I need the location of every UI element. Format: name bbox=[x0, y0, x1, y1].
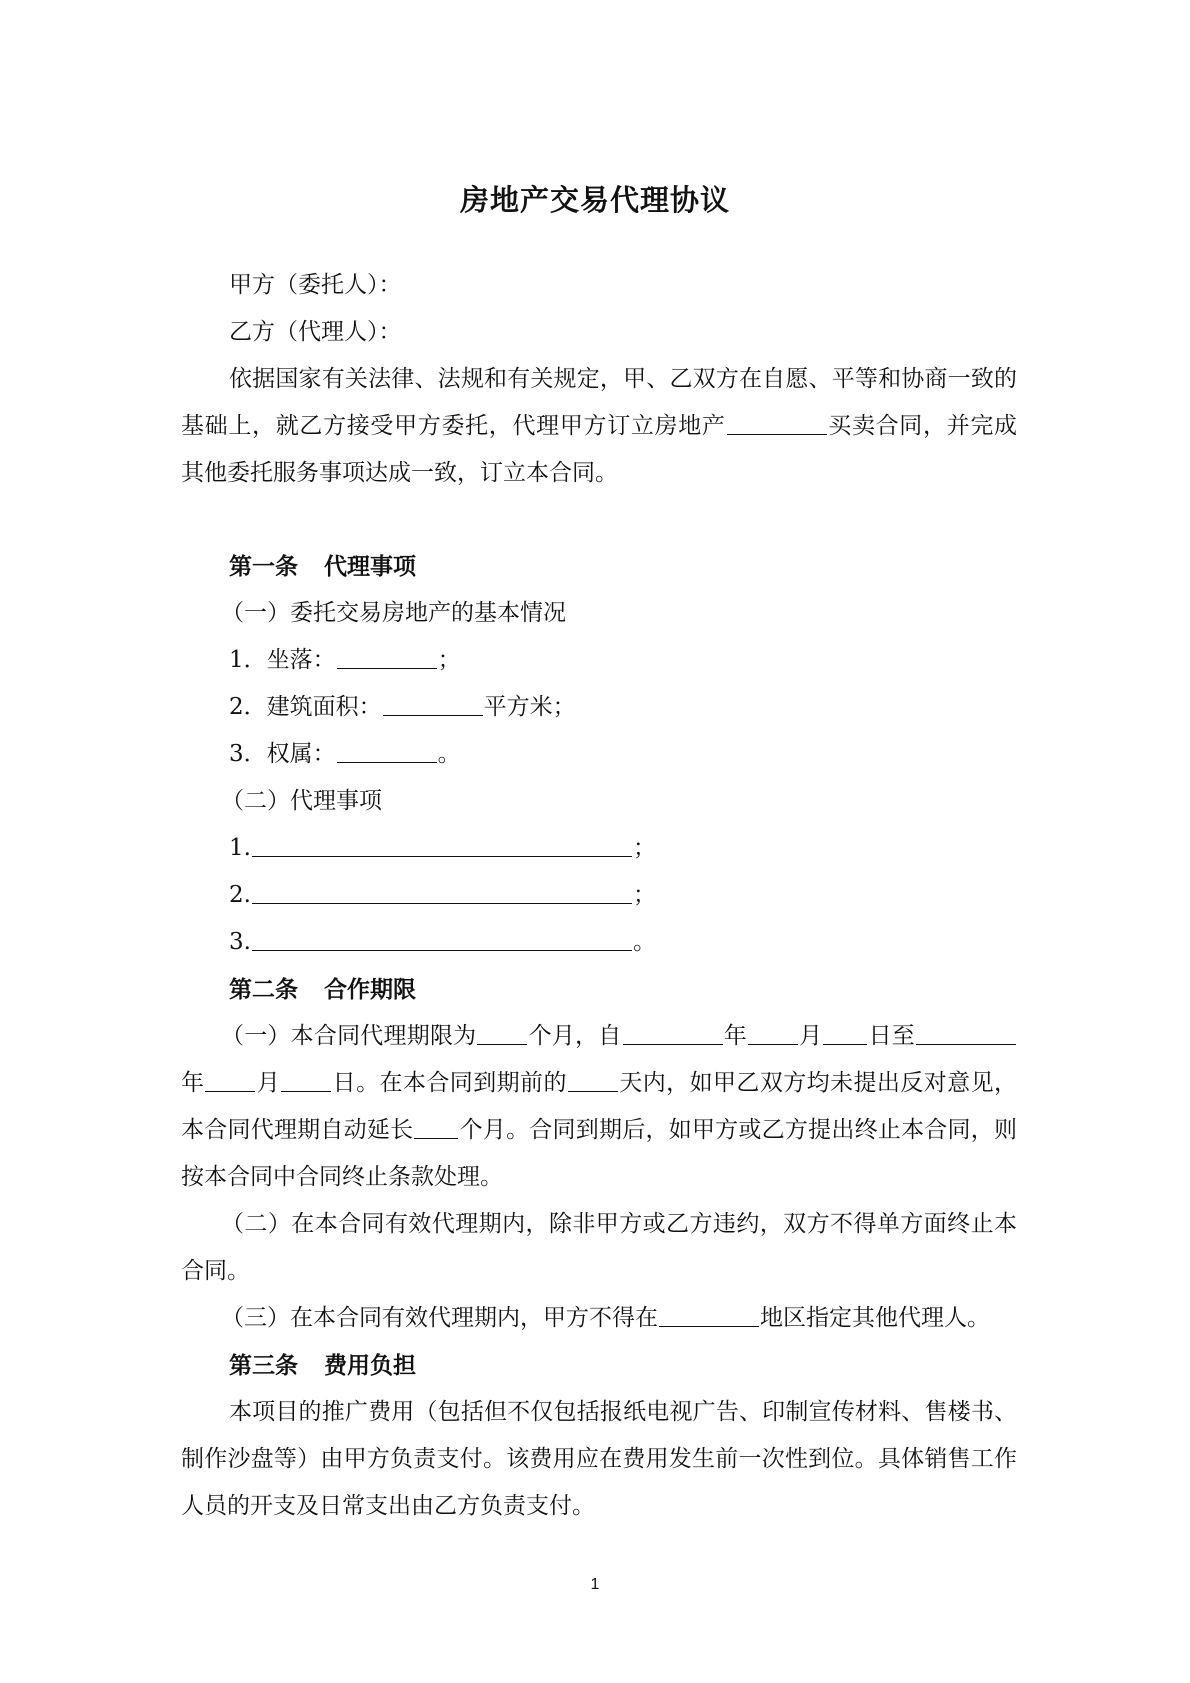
article-1-title: 代理事项 bbox=[324, 553, 416, 580]
intro-paragraph bbox=[181, 356, 1017, 497]
agency-line-3-end: 。 bbox=[632, 929, 656, 955]
start-year-blank bbox=[623, 1020, 723, 1045]
exclusive-text-a: （三）在本合同有效代理期内，甲方不得在 bbox=[221, 1305, 658, 1331]
area-end: 平方米； bbox=[483, 694, 576, 720]
term-paragraph bbox=[181, 1013, 1017, 1201]
article-2-heading bbox=[181, 966, 1017, 1013]
area-item bbox=[181, 684, 1017, 731]
exclusive-text-b: 地区指定其他代理人。 bbox=[760, 1305, 990, 1331]
no-termination-paragraph: （二）在本合同有效代理期内，除非甲方或乙方违约，双方不得单方面终止本合同。 bbox=[181, 1211, 1017, 1284]
agency-line-2-end: ； bbox=[632, 882, 656, 908]
section-spacer bbox=[181, 497, 1017, 543]
term-text-i: 天内，如甲乙双方均未提出反对意见，本合同代理期自动延长 bbox=[181, 1070, 1018, 1143]
agency-line-3 bbox=[181, 919, 1017, 966]
article-3-number: 第三条 bbox=[229, 1352, 298, 1379]
agency-line-1-end: ； bbox=[632, 835, 656, 861]
article-2-number: 第二条 bbox=[229, 976, 298, 1003]
article-3-heading bbox=[181, 1342, 1017, 1389]
article-1-sub2: （二）代理事项 bbox=[221, 788, 382, 814]
ownership-item bbox=[181, 731, 1017, 778]
article-2-title: 合作期限 bbox=[324, 976, 416, 1003]
exclusive-area-paragraph bbox=[181, 1295, 1017, 1342]
term-text-f: 年 bbox=[181, 1070, 205, 1096]
page-number: 1 bbox=[590, 1576, 600, 1593]
expense-paragraph: 本项目的推广费用（包括但不仅包括报纸电视广告、印制宣传材料、售楼书、制作沙盘等）由甲方负责支付。该费用应在费用发生前一次性到位。具体销售工作人员的开支及日常支出由乙方负责支付。 bbox=[181, 1399, 1017, 1519]
agency-line-3-label: 3. bbox=[229, 929, 251, 955]
end-day-blank bbox=[281, 1067, 331, 1092]
article-1-heading bbox=[181, 543, 1017, 590]
term-months-blank bbox=[477, 1020, 527, 1045]
notice-days-blank bbox=[568, 1067, 618, 1092]
end-year-blank bbox=[916, 1020, 1016, 1045]
location-end: ； bbox=[437, 647, 461, 673]
term-text-a: （一）本合同代理期限为 bbox=[221, 1023, 477, 1049]
ownership-label: 3．权属： bbox=[229, 741, 336, 767]
location-label: 1．坐落： bbox=[229, 647, 336, 673]
intro-text-2: 买卖合同，并完成其他委托服务事项达成一致，订立本合同。 bbox=[181, 413, 1018, 486]
intro-text-1: 依据国家有关法律、法规和有关规定，甲、乙双方在自愿、平等和协商一致的基础上，就乙方接受甲方委托，代理甲方订立房地产 bbox=[181, 366, 1017, 439]
location-item bbox=[181, 637, 1017, 684]
ownership-blank bbox=[337, 738, 437, 763]
exclusive-area-blank bbox=[659, 1302, 759, 1327]
term-text-c: 年 bbox=[723, 1023, 747, 1049]
term-text-b: 个月，自 bbox=[528, 1023, 622, 1049]
agency-line-2-label: 2. bbox=[229, 882, 251, 908]
agency-line-2-blank bbox=[252, 879, 632, 904]
area-blank bbox=[383, 691, 483, 716]
article-3-title: 费用负担 bbox=[324, 1352, 416, 1379]
ownership-end: 。 bbox=[437, 741, 461, 767]
property-type-blank bbox=[727, 410, 827, 435]
location-blank bbox=[337, 644, 437, 669]
start-month-blank bbox=[748, 1020, 798, 1045]
party-b-line: 乙方（代理人）： bbox=[229, 319, 402, 345]
document-body bbox=[181, 262, 1017, 1530]
term-text-e: 日至 bbox=[868, 1023, 916, 1049]
term-text-d: 月 bbox=[798, 1023, 823, 1049]
agency-line-3-blank bbox=[252, 926, 632, 951]
party-a-line: 甲方（委托人）： bbox=[229, 272, 402, 298]
area-label: 2．建筑面积： bbox=[229, 694, 382, 720]
article-1-number: 第一条 bbox=[229, 553, 298, 580]
agency-line-1-blank bbox=[252, 832, 632, 857]
extension-months-blank bbox=[414, 1114, 458, 1139]
term-text-j: 个月。合同到期后，如甲方或乙方提出终止本合同，则按本合同中合同终止条款处理。 bbox=[181, 1117, 1018, 1190]
agency-line-1-label: 1. bbox=[229, 835, 251, 861]
agency-line-1 bbox=[181, 825, 1017, 872]
agency-line-2 bbox=[181, 872, 1017, 919]
article-1-sub1: （一）委托交易房地产的基本情况 bbox=[221, 600, 566, 626]
end-month-blank bbox=[205, 1067, 255, 1092]
term-text-h: 日。在本合同到期前的 bbox=[332, 1070, 567, 1096]
start-day-blank bbox=[823, 1020, 867, 1045]
document-title: 房地产交易代理协议 bbox=[459, 183, 730, 217]
term-text-g: 月 bbox=[256, 1070, 281, 1096]
